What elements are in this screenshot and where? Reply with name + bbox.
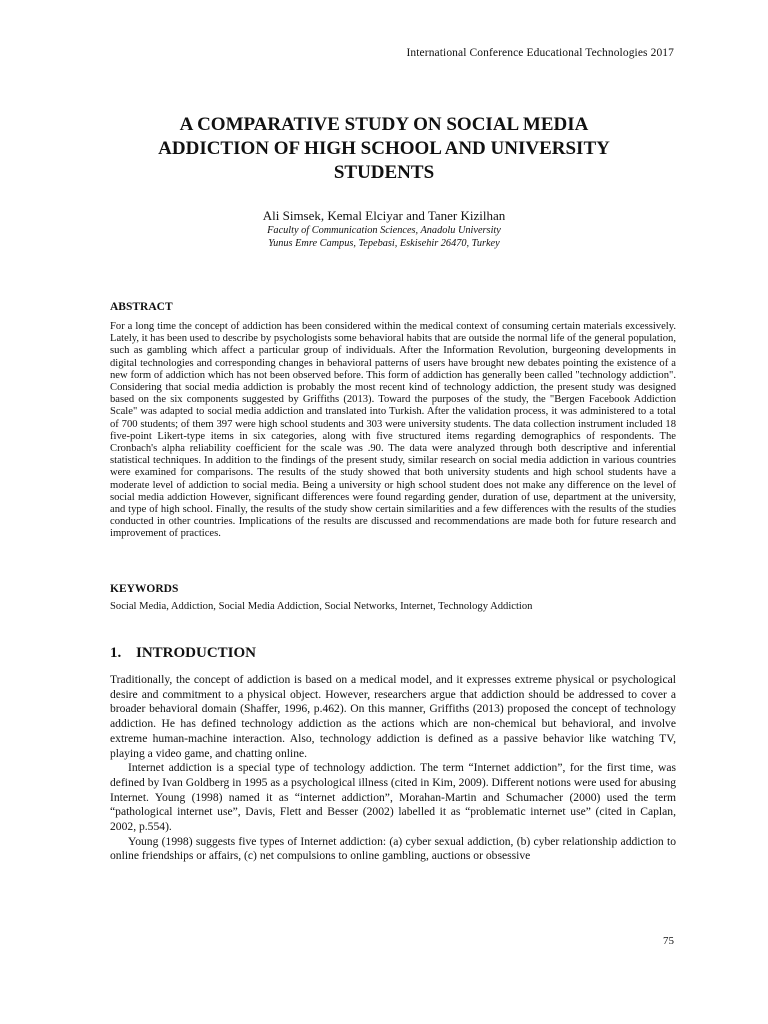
body-paragraph: Traditionally, the concept of addiction is based on a medical model, and it expresses extreme physical or psychological desire and commitment to a physical object. However, researchers argue that addiction should be addressed to cover a broader behavioral domain (Shaffer, 1996, p.462). On this manner, Griffiths (2013) proposed the concept of technology addiction. He has defined technology addiction as the actions which are non-chemical but behavioral, and involve extreme human-machine interaction. Also, technology addiction is defined as a passive behavior like watching TV, playing a video game, and chatting online. [110, 673, 676, 760]
abstract-text: For a long time the concept of addiction has been considered within the medical context of consuming certain materials excessively. Lately, it has been used to describe by psychologists some behavioral habits that are outside the normal life of the general population, such as gambling which affect a particular group of individuals. After the Information Revolution, burgeoning developments in digital technologies and corresponding changes in behavioral patterns of users have brought new debates pointing the existence of a new form of addiction which has not been observed before. This form of addiction has generally been called "technology addiction". Considering that social media addiction is probably the most recent kind of technology addiction, the present study was designed based on the six components suggested by Griffiths (2013). Toward the purposes of the study, the "Bergen Facebook Addiction Scale" was adapted to social media addiction and translated into Turkish. After the validation process, it was administered to a total of 700 students; of them 397 were high school students and 303 were university students. The data collection instrument included 18 five-point Likert-type items in six categories, along with five structured items regarding demographics of respondents. The Cronbach's alpha reliability coefficient for the scale was .90. The data were analyzed through both descriptive and inferential statistical techniques. In addition to the findings of the present study, similar research on social media addiction in various countries were examined for comparisons. The results of the study showed that both university students and high school students have a moderate level of addiction to social media. Being a university or high school student does not make any difference on the level of social media addiction However, significant differences were found regarding gender, duration of use, department at the university, and type of high school. Finally, the results of the study show certain similarities and a few differences with the results of the studies conducted in other countries. Implications of the results are discussed and recommendations are made both for future research and improvement of practices. [110, 321, 676, 540]
title-line: ADDICTION OF HIGH SCHOOL AND UNIVERSITY [158, 138, 610, 159]
section-title: INTRODUCTION [136, 645, 257, 661]
body-paragraph: Young (1998) suggests five types of Internet addiction: (a) cyber sexual addiction, (b) cyber relationship addiction to online friendships or affairs, (c) net compulsions to online gambling, auctions or obsessive [110, 834, 676, 863]
title-line: STUDENTS [333, 162, 435, 183]
paper-title [110, 113, 658, 185]
keywords-heading: KEYWORDS [110, 583, 179, 595]
keywords-text: Social Media, Addiction, Social Media Addiction, Social Networks, Internet, Technology Addiction [110, 601, 533, 612]
body-paragraph: Internet addiction is a special type of technology addiction. The term “Internet addiction”, for the first time, was defined by Ivan Goldberg in 1995 as a psychological illness (cited in Kim, 2009). Different notions were used for abusing Internet. Young (1998) named it as “internet addiction”, Morahan-Martin and Schumacher (2000) used the term “pathological internet use”, Davis, Flett and Besser (2002) labelled it as “problematic internet use” (cited in Caplan, 2002, p.554). [110, 761, 676, 834]
section-number: 1. [110, 645, 122, 661]
affiliation-line: Faculty of Communication Sciences, Anadolu University [267, 225, 501, 236]
page-number: 75 [663, 935, 674, 947]
introduction-body [110, 673, 676, 864]
abstract-heading: ABSTRACT [110, 301, 173, 313]
title-line: A COMPARATIVE STUDY ON SOCIAL MEDIA [179, 114, 589, 135]
running-header: International Conference Educational Technologies 2017 [406, 47, 674, 59]
author-list: Ali Simsek, Kemal Elciyar and Taner Kizilhan [262, 208, 506, 223]
introduction-heading [110, 645, 256, 662]
affiliation-address: Yunus Emre Campus, Tepebasi, Eskisehir 26470, Turkey [268, 238, 500, 249]
